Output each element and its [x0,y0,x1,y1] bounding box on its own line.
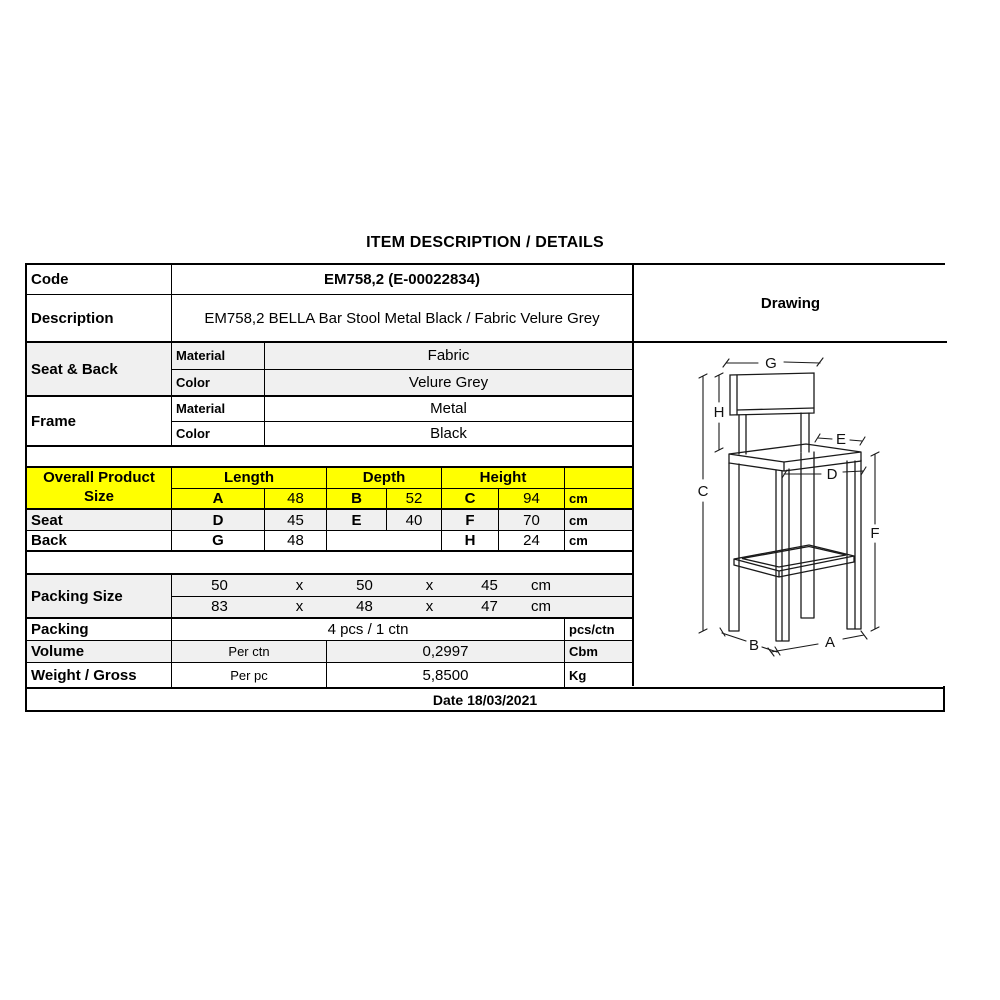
pack1-v2: 50 [356,576,373,594]
frame-color-label: Color [172,422,265,446]
seat-label: Seat [27,510,172,530]
dim-value-D: 45 [265,510,327,530]
dim-letter-A: A [172,489,265,509]
dim-letter-H: H [442,531,499,550]
dim-letter-F: F [442,510,499,530]
pack2-v2: 48 [356,598,373,616]
date-row [27,687,943,710]
seatback-section-label: Seat & Back [27,343,172,395]
seat-row [27,510,632,531]
item-description-table [25,263,945,712]
spacer-row [27,552,632,575]
pack2-v3: 47 [481,598,498,616]
seatback-material-value: Fabric [427,347,470,365]
dim-unit-back: cm [569,533,588,548]
pack1-v1: 50 [211,576,228,594]
weight-per: Per pc [172,663,327,687]
overall-size-section [27,468,632,510]
packing-unit: pcs/ctn [569,622,615,637]
frame-material-value: Metal [430,400,467,418]
label-F: F [870,525,880,542]
frame-section [27,397,632,447]
volume-unit: Cbm [569,644,598,659]
pack1-unit: cm [531,576,551,594]
date-value: Date 18/03/2021 [432,691,538,708]
dim-letter-D: D [172,510,265,530]
pack2-x2: x [425,598,434,616]
drawing-header: Drawing [634,265,947,343]
packing-size-label: Packing Size [27,575,172,617]
dim-value-E: 40 [387,510,442,530]
unit-header-empty [565,468,632,488]
dim-letter-E: E [327,510,387,530]
dim-line-D [782,467,866,478]
frame-color-value: Black [430,424,467,442]
pack1-x2: x [425,576,434,594]
code-row [27,265,632,295]
backrest-detail [737,375,814,415]
volume-row [27,641,632,663]
label-D: D [826,466,838,483]
height-header: Height [442,468,565,488]
pack2-x1: x [295,598,304,616]
volume-per: Per ctn [172,641,327,662]
packing-size-row-1 [172,575,632,596]
dim-value-C: 94 [499,489,565,509]
description-row [27,295,632,343]
seatback-color-label: Color [172,370,265,396]
frame-material-label: Material [172,397,265,421]
dim-line-A [768,631,867,656]
leg-front-right [847,460,861,629]
dim-value-F: 70 [499,510,565,530]
leg-back-left [729,463,739,631]
code-label: Code [27,265,172,294]
dim-value-A: 48 [265,489,327,509]
pack2-v1: 83 [211,598,228,616]
weight-value: 5,8500 [327,663,565,687]
packing-row [27,619,632,641]
seatback-section [27,343,632,397]
length-header: Length [172,468,327,488]
back-label: Back [27,531,172,550]
label-G: G [765,355,777,372]
back-row [27,531,632,552]
packing-size-section [27,575,632,619]
description-value: EM758,2 BELLA Bar Stool Metal Black / Fabric Velure Grey [204,309,600,327]
packing-value: 4 pcs / 1 ctn [172,619,565,640]
leg-front [776,469,789,641]
dim-letter-C: C [442,489,499,509]
dim-letter-G: G [172,531,265,550]
stool-drawing [634,343,947,684]
description-label: Description [27,295,172,341]
seatback-material-label: Material [172,343,265,369]
packing-label: Packing [27,619,172,640]
packing-size-row-2 [172,597,632,618]
label-E: E [835,431,847,448]
weight-unit: Kg [569,667,587,683]
dim-value-H: 24 [499,531,565,550]
leg-back-right [801,452,814,618]
label-A: A [824,634,836,651]
dim-value-G: 48 [265,531,327,550]
overall-size-label: Overall Product Size [27,468,172,508]
dim-value-B: 52 [387,489,442,509]
label-H: H [713,404,725,421]
label-B: B [748,637,760,654]
depth-header: Depth [327,468,442,488]
seatback-color-value: Velure Grey [408,373,489,391]
frame-section-label: Frame [27,397,172,445]
dim-unit: cm [569,490,588,506]
dim-line-C [699,374,707,633]
weight-row [27,663,632,687]
dim-unit-seat: cm [569,512,588,528]
volume-label: Volume [27,641,172,662]
pack1-v3: 45 [481,576,498,594]
dim-empty-merged [327,531,442,550]
spacer-row [27,447,632,468]
page-title: ITEM DESCRIPTION / DETAILS [366,234,604,251]
drawing-panel [632,265,947,686]
code-value: EM758,2 (E-00022834) [324,271,480,288]
dim-letter-B: B [327,489,387,509]
pack2-unit: cm [531,598,551,616]
stool-sketch-svg [634,343,947,684]
label-C: C [697,483,709,500]
weight-label: Weight / Gross [27,663,172,687]
volume-value: 0,2997 [327,641,565,662]
pack1-x1: x [295,576,304,594]
